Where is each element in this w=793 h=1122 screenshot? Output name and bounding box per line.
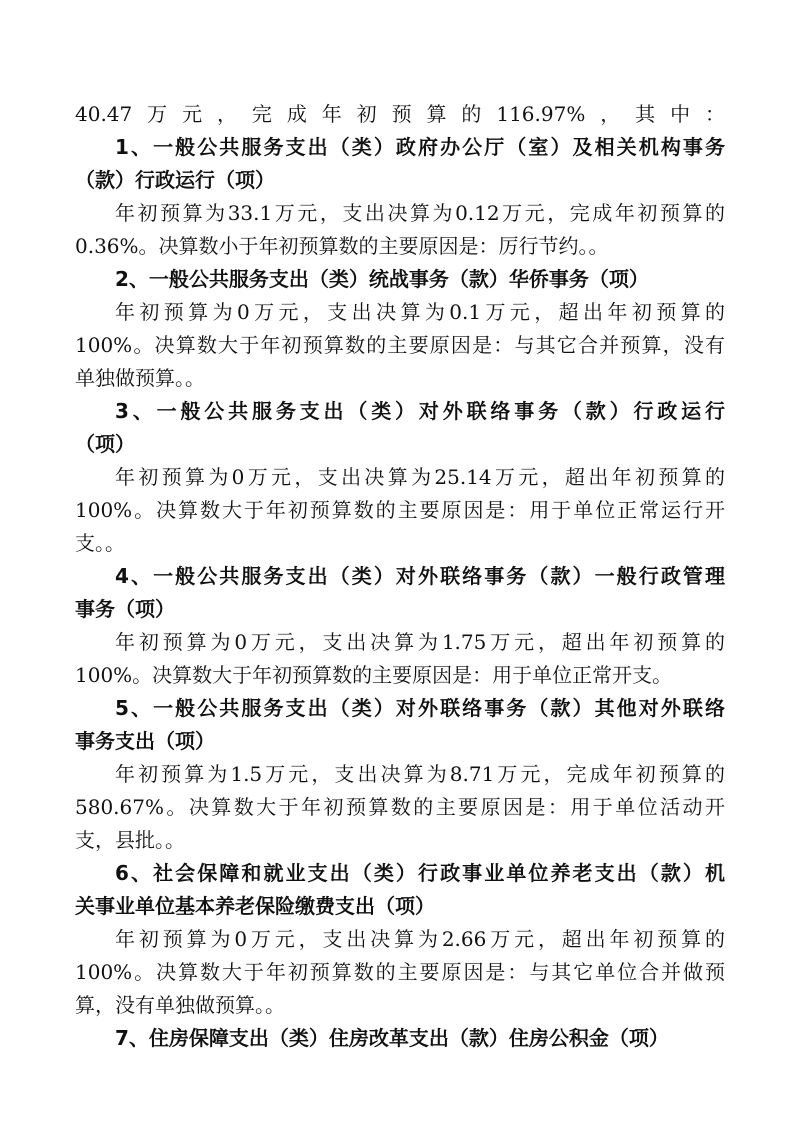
section-heading-1-cont: （款）行政运行（项） xyxy=(75,168,275,192)
body-text-line: 算，没有单独做预算。。 xyxy=(75,993,285,1017)
section-heading-1: 1、一般公共服务支出（类）政府办公厅（室）及相关机构事务 xyxy=(115,135,725,159)
body-text-line: 100%。决算数大于年初预算数的主要原因是：与其它单位合并做预 xyxy=(75,960,725,984)
body-text-line: 100%。决算数大于年初预算数的主要原因是：用于单位正常开支。 xyxy=(75,663,673,687)
body-text-line: 年初预算为0万元，支出决算为0.1万元，超出年初预算的 xyxy=(115,300,725,324)
body-text-line: 支，县批。。 xyxy=(75,828,185,852)
section-heading-4: 4、一般公共服务支出（类）对外联络事务（款）一般行政管理 xyxy=(115,564,725,588)
section-heading-6-cont: 关事业单位基本养老保险缴费支出（项） xyxy=(75,894,435,918)
body-text-line: 支。。 xyxy=(75,531,125,555)
body-text-line: 100%。决算数大于年初预算数的主要原因是：与其它合并预算，没有 xyxy=(75,333,725,357)
section-heading-3-cont: （项） xyxy=(75,432,135,456)
section-heading-3: 3、一般公共服务支出（类）对外联络事务（款）行政运行 xyxy=(115,399,725,423)
section-heading-4-cont: 事务（项） xyxy=(75,597,175,621)
body-text-line: 年初预算为1.5万元，支出决算为8.71万元，完成年初预算的 xyxy=(115,762,725,786)
body-text-line: 年初预算为33.1万元，支出决算为0.12万元，完成年初预算的 xyxy=(115,201,725,225)
section-heading-7: 7、住房保障支出（类）住房改革支出（款）住房公积金（项） xyxy=(115,1026,669,1050)
section-heading-5: 5、一般公共服务支出（类）对外联络事务（款）其他对外联络 xyxy=(115,696,725,720)
section-heading-5-cont: 事务支出（项） xyxy=(75,729,215,753)
body-text-line: 单独做预算。。 xyxy=(75,366,205,390)
section-heading-2: 2、一般公共服务支出（类）统战事务（款）华侨事务（项） xyxy=(115,267,649,291)
body-text-line: 100%。决算数大于年初预算数的主要原因是：用于单位正常运行开 xyxy=(75,498,725,522)
body-text-line: 年初预算为0万元，支出决算为2.66万元，超出年初预算的 xyxy=(115,927,725,951)
section-heading-6: 6、社会保障和就业支出（类）行政事业单位养老支出（款）机 xyxy=(115,861,725,885)
body-text-line: 40.47万元，完成年初预算的116.97%，其中： xyxy=(75,102,725,126)
body-text-line: 0.36%。决算数小于年初预算数的主要原因是：厉行节约。。 xyxy=(75,234,609,258)
body-text-line: 年初预算为0万元，支出决算为25.14万元，超出年初预算的 xyxy=(115,465,725,489)
body-text-line: 580.67%。决算数大于年初预算数的主要原因是：用于单位活动开 xyxy=(75,795,725,819)
body-text-line: 年初预算为0万元，支出决算为1.75万元，超出年初预算的 xyxy=(115,630,725,654)
